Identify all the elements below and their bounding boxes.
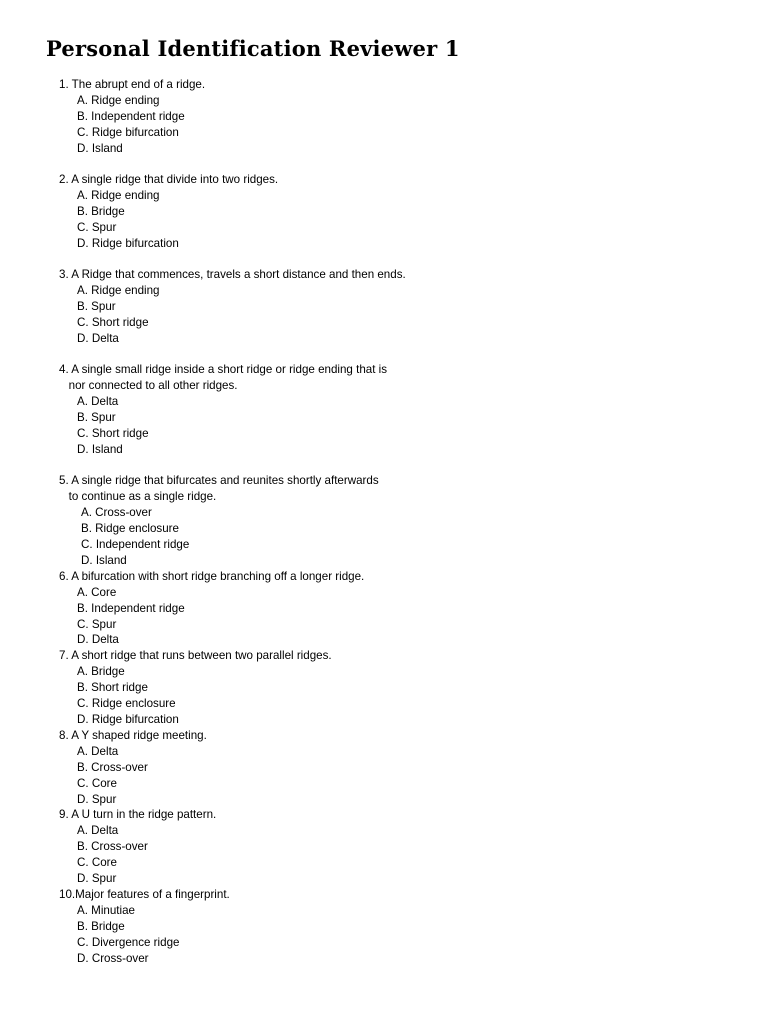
option-c: C. Spur	[77, 617, 117, 631]
question-stem: 9. A U turn in the ridge pattern.	[59, 808, 217, 822]
option-b: B. Bridge	[77, 919, 125, 933]
option-b: B. Independent ridge	[77, 601, 185, 615]
question-4	[59, 362, 749, 457]
page-title: Personal Identification Reviewer 1	[46, 36, 460, 61]
option-d: D. Delta	[77, 633, 119, 647]
option-c: C. Independent ridge	[81, 538, 190, 552]
option-list	[59, 664, 749, 728]
option-list	[59, 903, 749, 967]
question-stem: 5. A single ridge that bifurcates and reunites shortly afterwards	[59, 474, 379, 488]
question-10	[59, 887, 749, 967]
option-d: D. Ridge bifurcation	[77, 236, 179, 250]
question-6	[59, 569, 749, 649]
question-stem: 4. A single small ridge inside a short ridge or ridge ending that is	[59, 363, 388, 377]
question-7	[59, 648, 749, 728]
question-1	[59, 77, 749, 157]
option-a: A. Ridge ending	[77, 93, 160, 107]
question-stem-continued: nor connected to all other ridges.	[59, 379, 238, 393]
option-d: D. Spur	[77, 792, 117, 806]
option-a: A. Minutiae	[77, 903, 135, 917]
option-c: C. Ridge enclosure	[77, 697, 176, 711]
question-8	[59, 728, 749, 808]
option-list	[59, 505, 749, 569]
option-list	[59, 188, 749, 252]
option-a: A. Core	[77, 585, 117, 599]
option-c: C. Short ridge	[77, 427, 149, 440]
question-stem: 8. A Y shaped ridge meeting.	[59, 728, 207, 742]
option-c: C. Spur	[77, 220, 117, 234]
option-d: D. Island	[81, 553, 127, 567]
option-list	[59, 394, 749, 458]
option-b: B. Cross-over	[77, 760, 148, 774]
question-stem: 10.Major features of a fingerprint.	[59, 887, 230, 901]
option-d: D. Island	[77, 442, 123, 456]
option-c: C. Short ridge	[77, 315, 149, 329]
option-d: D. Delta	[77, 331, 119, 345]
option-c: C. Ridge bifurcation	[77, 125, 179, 139]
option-d: D. Cross-over	[77, 951, 149, 965]
option-c: C. Core	[77, 776, 117, 790]
question-stem: 7. A short ridge that runs between two parallel ridges.	[59, 649, 332, 663]
question-stem: 6. A bifurcation with short ridge branching off a longer ridge.	[59, 569, 365, 583]
option-b: B. Independent ridge	[77, 109, 185, 123]
option-c: C. Divergence ridge	[77, 935, 180, 949]
option-d: D. Spur	[77, 872, 117, 886]
option-list	[59, 744, 749, 808]
option-d: D. Ridge bifurcation	[77, 713, 179, 726]
option-a: A. Delta	[77, 744, 119, 758]
option-list	[59, 283, 749, 347]
option-list	[59, 585, 749, 649]
option-a: A. Ridge ending	[77, 189, 160, 203]
option-b: B. Spur	[77, 411, 116, 425]
question-stem: 1. The abrupt end of a ridge.	[59, 78, 206, 91]
question-5	[59, 473, 749, 568]
question-stem-continued: to continue as a single ridge.	[59, 490, 217, 504]
option-a: A. Bridge	[77, 665, 125, 679]
option-b: B. Bridge	[77, 204, 125, 218]
option-list	[59, 93, 749, 157]
option-b: B. Cross-over	[77, 840, 148, 854]
option-a: A. Ridge ending	[77, 284, 160, 298]
option-b: B. Ridge enclosure	[81, 522, 179, 536]
option-c: C. Core	[77, 856, 117, 870]
option-b: B. Spur	[77, 300, 116, 314]
question-stem: 3. A Ridge that commences, travels a short distance and then ends.	[59, 268, 406, 282]
option-d: D. Island	[77, 141, 123, 155]
question-3	[59, 267, 749, 347]
question-stem: 2. A single ridge that divide into two ridges.	[59, 173, 279, 187]
option-a: A. Delta	[77, 824, 119, 838]
question-9	[59, 807, 749, 887]
option-a: A. Delta	[77, 395, 119, 409]
question-list	[59, 77, 749, 967]
question-2	[59, 172, 749, 252]
option-list	[59, 823, 749, 887]
option-a: A. Cross-over	[81, 506, 152, 520]
option-b: B. Short ridge	[77, 681, 148, 695]
